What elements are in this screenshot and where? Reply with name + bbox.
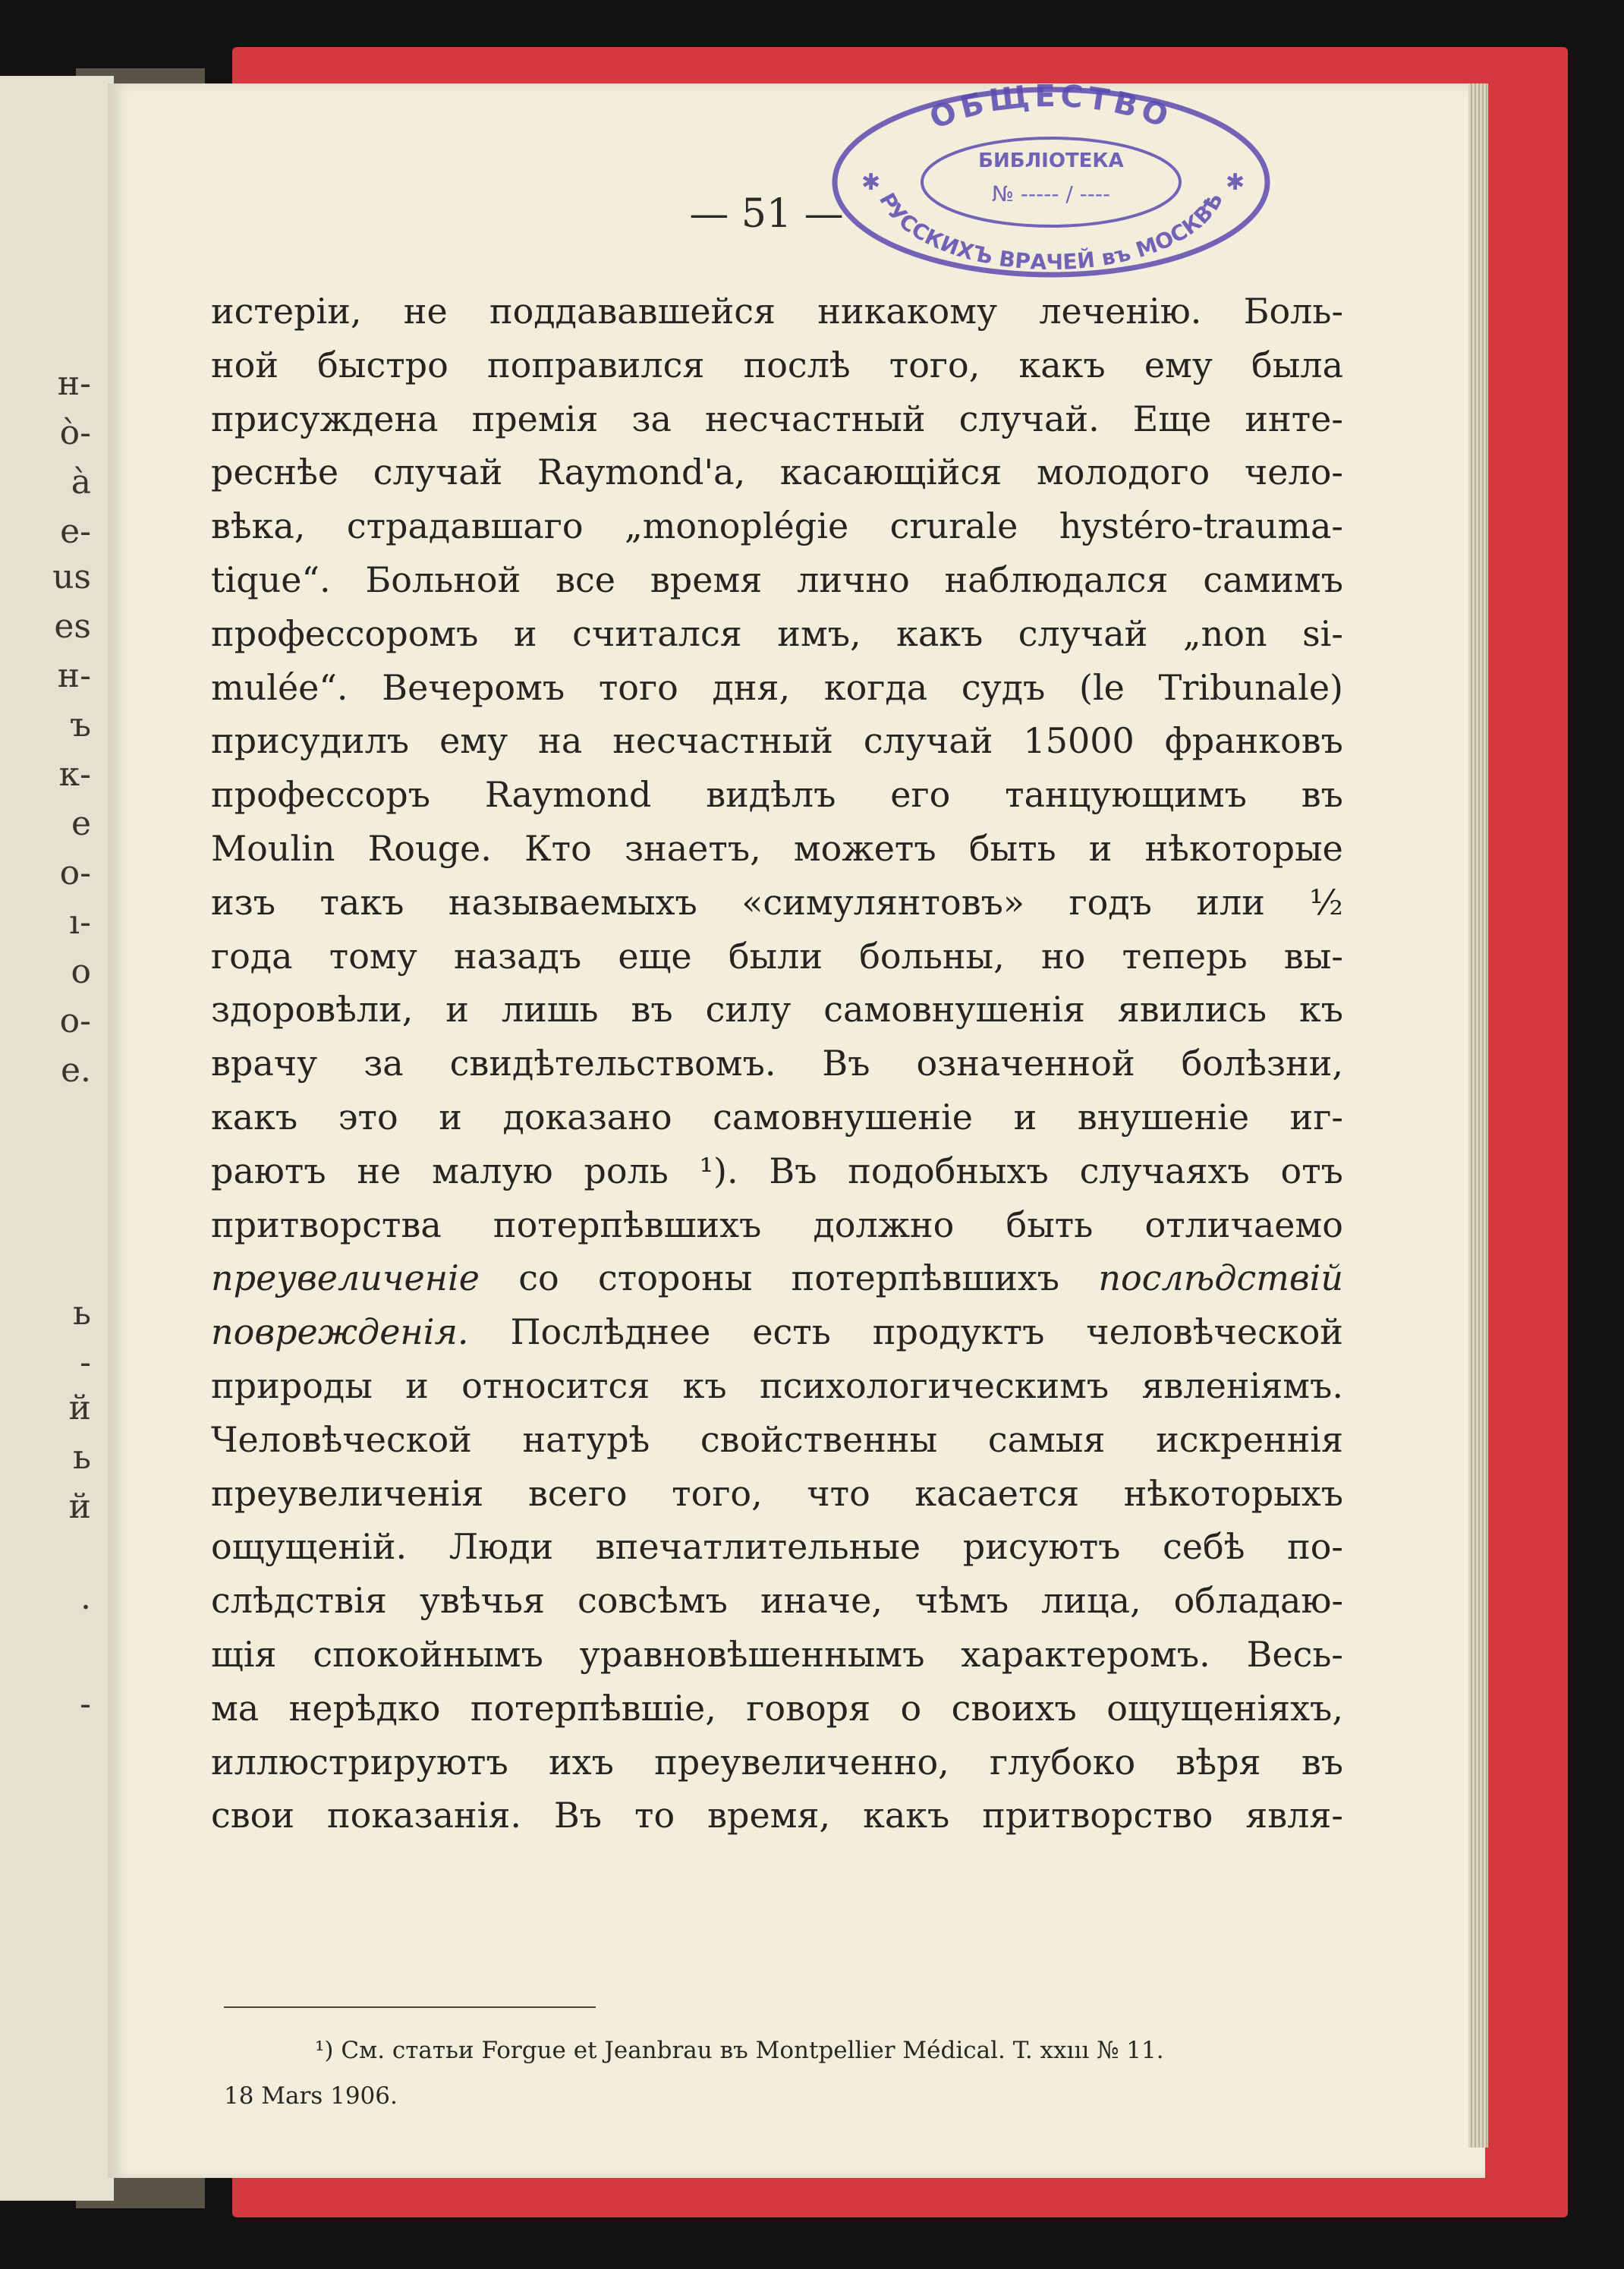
left-page-fragment: н- [57, 364, 91, 403]
left-page-fragment: й [68, 1389, 91, 1427]
left-page-fragment: . [80, 1578, 91, 1617]
left-page-fragment: ь [73, 1438, 91, 1477]
text-line: какъ это и доказано самовнушенiе и внушенiе иг- [211, 1096, 1343, 1138]
left-page-fragment: о [71, 952, 91, 991]
left-page-fragment: ъ [70, 706, 91, 744]
library-stamp [816, 76, 1286, 281]
text-line: Человѣческой натурѣ свойственны самыя искреннiя [211, 1418, 1343, 1460]
text-line: присудилъ ему на несчастный случай 15000 франковъ [211, 720, 1343, 762]
text-line: преувеличенiе со стороны потерпѣвшихъ послѣдствiй [211, 1257, 1343, 1299]
text-line: раютъ не малую роль ¹). Въ подобныхъ случаяхъ отъ [211, 1150, 1343, 1191]
text-line: реснѣе случай Raymond'a, касающiйся молодого чело- [211, 452, 1343, 493]
text-line: ощущенiй. Люди впечатлительные рисуютъ себѣ по- [211, 1526, 1343, 1568]
body-text [211, 285, 1343, 1843]
text-line: Moulin Rouge. Кто знаетъ, можетъ быть и нѣкоторые [211, 827, 1343, 869]
stamp-inner-text: БИБЛIОТЕКА [978, 149, 1124, 172]
text-line: изъ такъ называемыхъ «симулянтовъ» годъ или ½ [211, 881, 1343, 923]
footnote-line-2: 18 Mars 1906. [224, 2082, 398, 2110]
left-page-fragment: о- [59, 1002, 91, 1040]
stamp-star-icon: ✱ [1226, 169, 1245, 196]
stamp-bottom-text: РУССКИХЪ ВРАЧЕЙ въ МОСКВѢ [873, 188, 1229, 275]
left-page-fragment: us [52, 558, 91, 596]
text-line: свои показанiя. Въ то время, какъ притворство явля- [211, 1795, 1343, 1836]
text-line: года тому назадъ еще были больны, но теперь вы- [211, 935, 1343, 977]
svg-text:ОБЩЕСТВО [925, 79, 1177, 137]
text-line: tique“. Больной все время лично наблюдался самимъ [211, 559, 1343, 600]
stamp-number-label: № ----- / ---- [991, 181, 1111, 206]
footnote-divider [224, 2006, 596, 2008]
left-page-fragment: к- [58, 755, 91, 794]
footnote [224, 2028, 1347, 2119]
left-page-fragment: е- [60, 512, 91, 551]
left-page-fragment: à [71, 463, 91, 502]
text-line: ма нерѣдко потерпѣвшiе, говоря о своихъ ощущенiяхъ, [211, 1687, 1343, 1729]
text-line: mulée“. Вечеромъ того дня, когда судъ (le Tribunale) [211, 666, 1343, 708]
text-line: преувеличенiя всего того, что касается нѣкоторыхъ [211, 1472, 1343, 1514]
text-line: истерiи, не поддававшейся никакому леченiю. Боль- [211, 291, 1343, 332]
text-line: ной быстро поправился послѣ того, какъ ему была [211, 344, 1343, 386]
footnote-line-1: ¹) См. статьи Forgue et Jeanbrau въ Montpellier Médical. T. xxııı № 11. [315, 2037, 1164, 2064]
left-page-fragment: ь [73, 1294, 91, 1333]
left-page-fragment: ò- [59, 414, 91, 452]
left-page-fragment: о- [59, 854, 91, 892]
left-page-fragment: е [71, 804, 91, 843]
text-line: присуждена премiя за несчастный случай. Еще инте- [211, 398, 1343, 439]
text-line: природы и относится къ психологическимъ явленiямъ. [211, 1364, 1343, 1406]
left-page-fragment: н- [57, 656, 91, 695]
left-page [0, 76, 114, 2201]
left-page-fragment: й [68, 1487, 91, 1526]
text-line: поврежденiя. Послѣднее есть продуктъ человѣческой [211, 1311, 1343, 1353]
page-number: — 51 — [689, 191, 844, 237]
left-page-fragment: - [80, 1343, 91, 1382]
text-line: щiя спокойнымъ уравновѣшеннымъ характеромъ. Весь- [211, 1633, 1343, 1675]
stamp-star-icon: ✱ [861, 169, 881, 196]
text-line: врачу за свидѣтельствомъ. Въ означенной болѣзни, [211, 1043, 1343, 1084]
left-page-fragment: ı- [69, 903, 91, 942]
text-line: притворства потерпѣвшихъ должно быть отличаемо [211, 1204, 1343, 1245]
left-page-fragment: es [54, 607, 91, 646]
text-line: профессоромъ и считался имъ, какъ случай „non si- [211, 612, 1343, 654]
text-line: здоровѣли, и лишь въ силу самовнушенiя явились къ [211, 989, 1343, 1031]
left-page-fragment: е. [60, 1051, 91, 1090]
text-line: слѣдствiя увѣчья совсѣмъ иначе, чѣмъ лица, обладаю- [211, 1580, 1343, 1622]
text-line: профессоръ Raymond видѣлъ его танцующимъ въ [211, 774, 1343, 816]
page-edges [1468, 83, 1488, 2148]
text-line: иллюстрируютъ ихъ преувеличенно, глубоко вѣря въ [211, 1741, 1343, 1783]
left-page-fragment: - [80, 1685, 91, 1723]
text-line: вѣка, страдавшаго „monoplégie crurale hystéro-trauma- [211, 505, 1343, 547]
stamp-top-text: ОБЩЕСТВО [924, 78, 1178, 137]
